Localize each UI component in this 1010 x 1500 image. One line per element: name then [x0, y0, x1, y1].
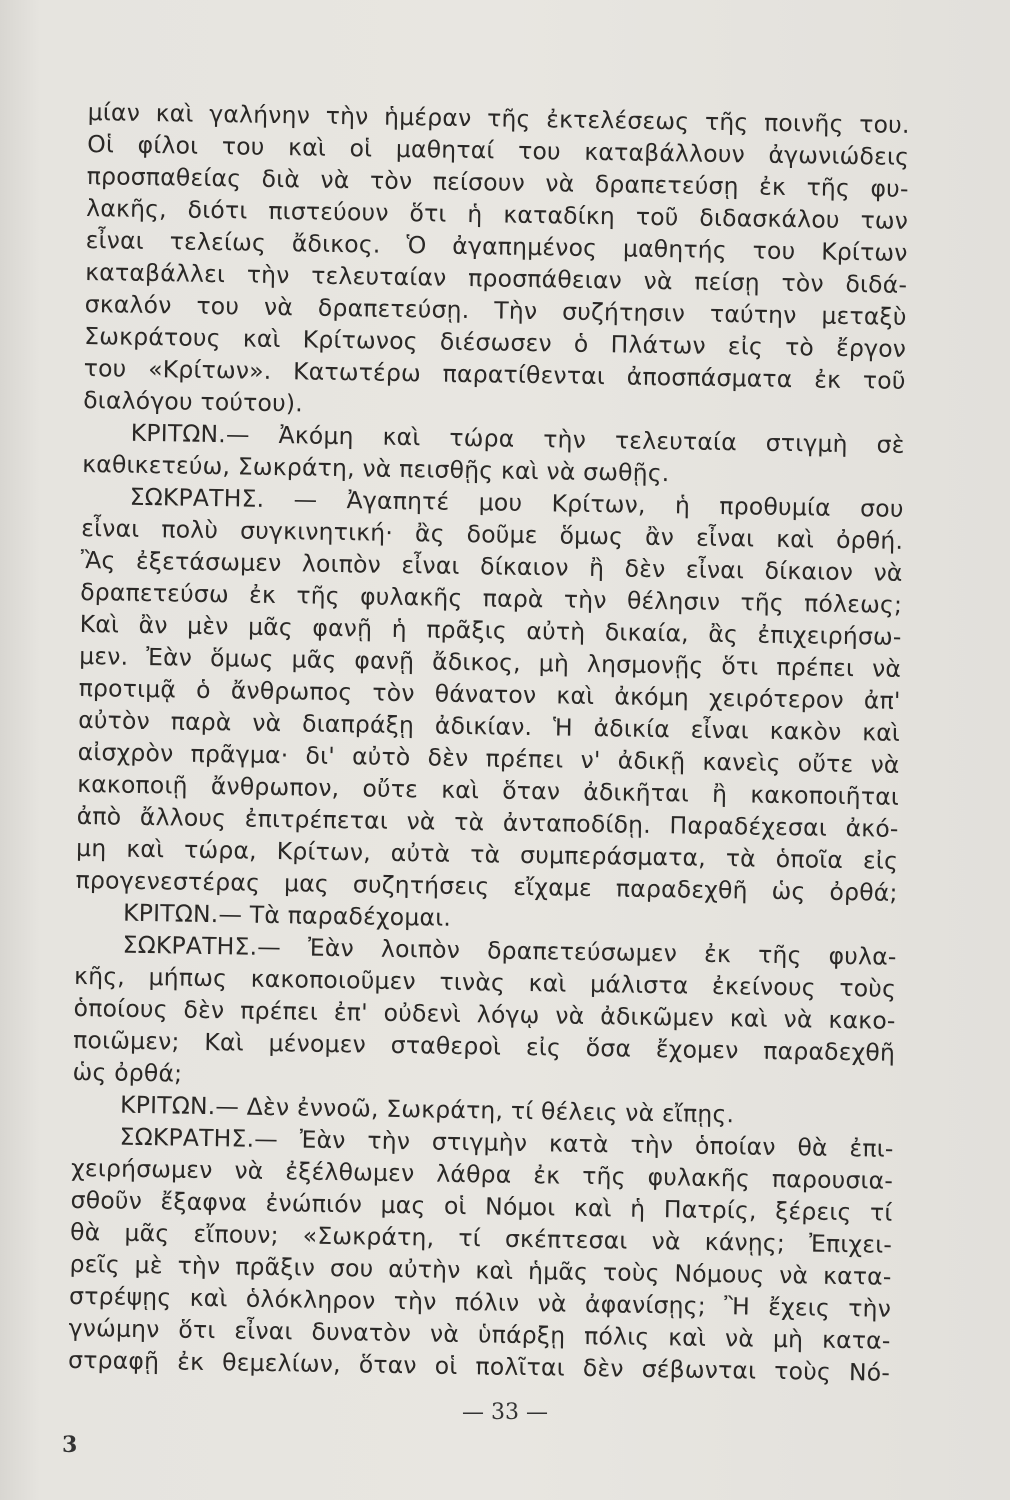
dialogue-line: ΚΡΙΤΩΝ.— Ἀκόμη καὶ τώρα τὴν τελευταία στιγμὴ σὲ [130, 418, 905, 459]
text-line: Καὶ ἂν μὲν μᾶς φανῇ ἡ πρᾶξις αὐτὴ δικαία, ἂς ἐπιχειρήσω- [79, 609, 902, 651]
dialogue-line: ΣΩΚΡΑΤΗΣ. — Ἀγαπητέ μου Κρίτων, ἡ προθυμία σου [129, 482, 904, 523]
text-line: κῆς, μήπως κακοποιοῦμεν τινὰς καὶ μάλιστα ἐκείνους τοὺς [73, 961, 897, 1003]
text-line: λακῆς, διότι πιστεύουν ὅτι ἡ καταδίκη τοῦ διδασκάλου των [86, 193, 909, 235]
text-line: Οἱ φίλοι του καὶ οἱ μαθηταί του καταβάλλουν ἀγωνιώδεις [87, 129, 910, 171]
text-line: καταβάλλει τὴν τελευταίαν προσπάθειαν νὰ πείσῃ τὸν διδά- [85, 257, 908, 299]
text-line: του «Κρίτων». Κατωτέρω παρατίθενται ἀποσπάσματα ἐκ τοῦ [83, 353, 906, 395]
dialogue-line: ΚΡΙΤΩΝ.— Τὰ παραδέχομαι. [122, 898, 452, 932]
text-line: θὰ μᾶς εἴπουν; «Σωκράτη, τί σκέπτεσαι νὰ κάνῃς; Ἐπιχει- [69, 1217, 893, 1259]
text-line: ὡς ὀρθά; [72, 1057, 183, 1088]
text-line: Ἂς ἐξετάσωμεν λοιπὸν εἶναι δίκαιον ἢ δὲν εἶναι δίκαιον νὰ [80, 545, 903, 587]
text-line: εἶναι πολὺ συγκινητική· ἂς δοῦμε ὅμως ἂν εἶναι καὶ ὀρθή. [80, 513, 904, 555]
text-line: μίαν καὶ γαλήνην τὴν ἡμέραν τῆς ἐκτελέσεως τῆς ποινῆς του. [87, 97, 910, 139]
text-line: μεν. Ἐὰν ὅμως μᾶς φανῇ ἄδικος, μὴ λησμονῇς ὅτι πρέπει νὰ [78, 641, 902, 683]
text-line: προτιμᾷ ὁ ἄνθρωπος τὸν θάνατον καὶ ἀκόμη χειρότερον ἀπ' [78, 673, 901, 715]
text-line: στρέψῃς καὶ ὁλόκληρον τὴν πόλιν νὰ ἀφανίσῃς; Ἢ ἔχεις τὴν [68, 1281, 892, 1323]
text-line: αἰσχρὸν πρᾶγμα· δι' αὐτὸ δὲν πρέπει ν' ἀδικῇ κανεὶς οὔτε νὰ [77, 737, 900, 779]
page-number: — 33 — [462, 1400, 548, 1425]
dialogue-line: ΣΩΚΡΑΤΗΣ.— Ἐὰν τὴν στιγμὴν κατὰ τὴν ὁποίαν θὰ ἐπι- [119, 1122, 894, 1163]
text-line: διαλόγου τούτου). [83, 385, 304, 418]
text-line: καθικετεύω, Σωκράτη, νὰ πεισθῇς καὶ νὰ σωθῇς. [81, 449, 670, 488]
dialogue-line: ΚΡΙΤΩΝ.— Δὲν ἐννοῶ, Σωκράτη, τί θέλεις νὰ εἴπῃς. [119, 1090, 735, 1129]
text-line: κακοποιῇ ἄνθρωπον, οὔτε καὶ ὅταν ἀδικῆται ἢ κακοποιῆται [76, 769, 900, 811]
signature-mark: 3 [62, 1432, 78, 1458]
text-line: προγενεστέρας μας συζητήσεις εἴχαμε παραδεχθῆ ὡς ὀρθά; [75, 865, 898, 907]
body-text [68, 96, 910, 1389]
text-line: σκαλόν του νὰ δραπετεύσῃ. Τὴν συζήτησιν ταύτην μεταξὺ [84, 289, 907, 331]
text-line: γνώμην ὅτι εἶναι δυνατὸν νὰ ὑπάρξῃ πόλις καὶ νὰ μὴ κατα- [68, 1313, 891, 1355]
text-line: αὐτὸν παρὰ νὰ διαπράξῃ ἀδικίαν. Ἡ ἀδικία εἶναι κακὸν καὶ [77, 705, 901, 747]
text-line: Σωκράτους καὶ Κρίτωνος διέσωσεν ὁ Πλάτων εἰς τὸ ἔργον [84, 321, 907, 363]
text-line: ρεῖς μὲ τὴν πρᾶξιν σου αὐτὴν καὶ ἡμᾶς τοὺς Νόμους νὰ κατα- [69, 1249, 892, 1291]
text-line: σθοῦν ἔξαφνα ἐνώπιόν μας οἱ Νόμοι καὶ ἡ Πατρίς, ξέρεις τί [70, 1185, 893, 1227]
text-line: προσπαθείας διὰ νὰ τὸν πείσουν νὰ δραπετεύσῃ ἐκ τῆς φυ- [86, 161, 909, 203]
text-line: εἶναι τελείως ἄδικος. Ὁ ἀγαπημένος μαθητής του Κρίτων [85, 225, 908, 267]
text-line: δραπετεύσω ἐκ τῆς φυλακῆς παρὰ τὴν θέλησιν τῆς πόλεως; [79, 577, 903, 619]
text-line: στραφῇ ἐκ θεμελίων, ὅταν οἱ πολῖται δὲν σέβωνται τοὺς Νό- [67, 1345, 891, 1387]
text-line: ἀπὸ ἄλλους ἐπιτρέπεται νὰ τὰ ἀνταποδίδῃ. Παραδέχεσαι ἀκό- [76, 801, 899, 843]
dialogue-line: ΣΩΚΡΑΤΗΣ.— Ἐὰν λοιπὸν δραπετεύσωμεν ἐκ τῆς φυλα- [122, 930, 897, 971]
text-line: μη καὶ τώρα, Κρίτων, αὐτὰ τὰ συμπεράσματα, τὰ ὁποῖα εἰς [75, 833, 899, 875]
text-line: χειρήσωμεν νὰ ἐξέλθωμεν λάθρα ἐκ τῆς φυλακῆς παρουσια- [70, 1153, 894, 1195]
text-line: ὁποίους δὲν πρέπει ἐπ' οὐδενὶ λόγῳ νὰ ἀδικῶμεν καὶ νὰ κακο- [73, 993, 896, 1035]
text-line: ποιῶμεν; Καὶ μένομεν σταθεροὶ εἰς ὅσα ἔχομεν παραδεχθῆ [72, 1025, 896, 1067]
